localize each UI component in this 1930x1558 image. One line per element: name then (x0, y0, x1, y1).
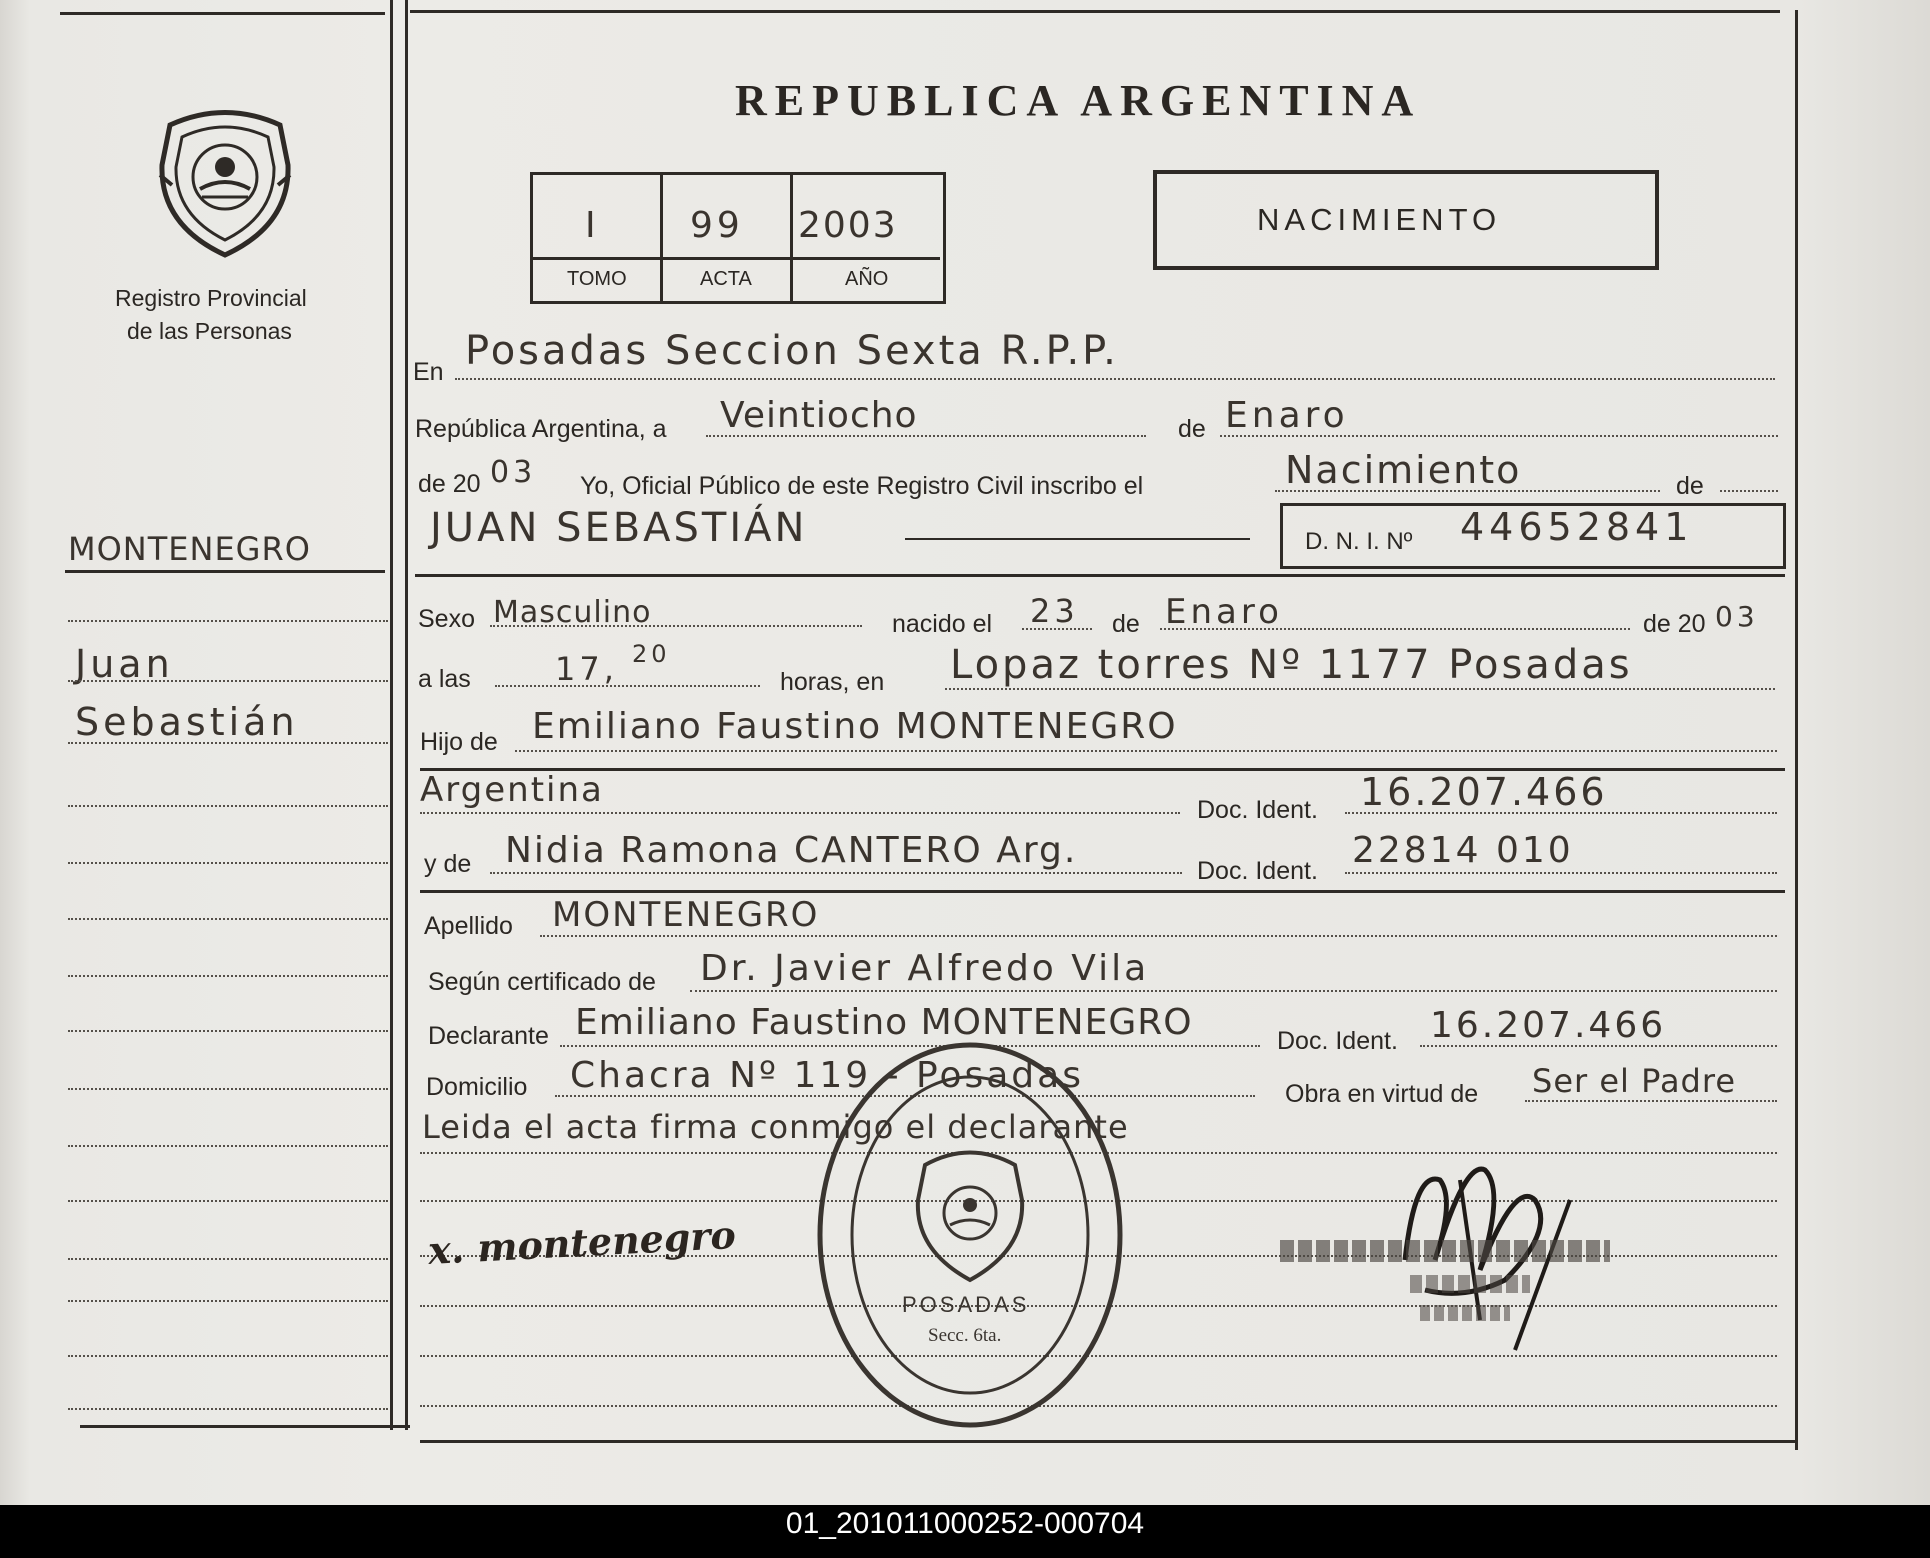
label-declarante: Declarante (428, 1022, 549, 1050)
right-border (1795, 10, 1798, 1450)
official-office-stamp (1420, 1305, 1510, 1321)
right-bottom-rule (420, 1440, 1795, 1443)
footer-code: 01_201011000252-000704 (785, 1507, 1145, 1540)
day-words-value: Veintiocho (720, 395, 918, 436)
label-obra-en-virtud: Obra en virtud de (1285, 1080, 1479, 1108)
tomo-value: I (585, 205, 600, 246)
label-segun-certificado: Según certificado de (428, 968, 656, 996)
label-republica: República Argentina, a (415, 415, 667, 443)
center-divider-outer (390, 0, 393, 1430)
birth-month-value: Enaro (1165, 592, 1283, 632)
remarks-value: Leida el acta firma conmigo el declarante (422, 1108, 1129, 1146)
declarant-doc-value: 16.207.466 (1430, 1005, 1667, 1046)
section-rule-1 (415, 574, 1785, 577)
father-doc-value: 16.207.466 (1360, 770, 1608, 814)
label-domicilio: Domicilio (426, 1073, 528, 1101)
center-divider-inner (405, 0, 408, 1430)
mother-value: Nidia Ramona CANTERO Arg. (505, 830, 1078, 871)
section-rule-3 (420, 890, 1785, 893)
label-de-20-b: de 20 (1643, 610, 1706, 638)
declarant-value: Emiliano Faustino MONTENEGRO (575, 1002, 1193, 1043)
label-y-de: y de (424, 850, 472, 878)
record-type: NACIMIENTO (1257, 202, 1502, 237)
ano-label: AÑO (845, 268, 889, 290)
margin-given-name-1: Juan (75, 642, 174, 686)
acta-label: ACTA (700, 268, 752, 290)
father-value: Emiliano Faustino MONTENEGRO (532, 706, 1178, 747)
label-de-20: de 20 (418, 470, 481, 498)
label-de: de (1178, 415, 1206, 443)
by-virtue-of-value: Ser el Padre (1532, 1062, 1736, 1100)
tomo-label: TOMO (567, 268, 627, 290)
birth-day-value: 23 (1030, 592, 1079, 630)
ano-value: 2003 (798, 205, 898, 246)
label-en: En (413, 358, 444, 386)
mother-doc-value: 22814 010 (1352, 830, 1574, 871)
label-horas-en: horas, en (780, 668, 885, 696)
declarant-signature: x. montenegro (427, 1211, 737, 1274)
margin-surname: MONTENEGRO (68, 530, 311, 568)
minutes-value: 20 (632, 640, 671, 668)
provincial-seal-icon (150, 105, 300, 260)
label-doc-ident-father: Doc. Ident. (1197, 796, 1318, 824)
sex-value: Masculino (493, 595, 652, 630)
label-hijo-de: Hijo de (420, 728, 498, 756)
official-title-stamp (1410, 1275, 1530, 1293)
official-name-stamp (1280, 1240, 1610, 1262)
label-sexo: Sexo (418, 605, 475, 633)
birth-year-suffix-value: 03 (1715, 600, 1759, 633)
father-nationality-value: Argentina (420, 770, 604, 810)
stamp-city: POSADAS (902, 1292, 1030, 1317)
birth-place-value: Lopaz torres Nº 1177 Posadas (950, 642, 1633, 688)
stamp-section: Secc. 6ta. (928, 1325, 1002, 1346)
hour-value: 17, (555, 650, 618, 688)
event-value: Nacimiento (1285, 448, 1522, 492)
year-suffix-value: 03 (490, 455, 537, 490)
dni-value: 44652841 (1460, 505, 1694, 549)
label-a-las: a las (418, 665, 471, 693)
left-top-rule (60, 12, 385, 15)
address-value: Chacra Nº 119 - Posadas (570, 1055, 1084, 1096)
month-value: Enaro (1225, 395, 1349, 436)
official-stamp-icon (810, 1035, 1130, 1435)
label-de-3: de (1676, 472, 1704, 500)
certifier-value: Dr. Javier Alfredo Vila (700, 948, 1150, 989)
registry-name-line1: Registro Provincial (115, 285, 307, 311)
left-surname-rule (65, 570, 385, 573)
left-bottom-rule (80, 1425, 410, 1428)
right-top-rule (410, 10, 1780, 13)
label-apellido: Apellido (424, 912, 513, 940)
label-nacido-el: nacido el (892, 610, 993, 638)
acta-value: 99 (690, 205, 744, 246)
child-name-value: JUAN SEBASTIÁN (430, 505, 808, 551)
margin-given-name-2: Sebastián (75, 700, 299, 744)
label-doc-ident-declarant: Doc. Ident. (1277, 1027, 1398, 1055)
registry-name-line2: de las Personas (127, 318, 292, 344)
label-doc-ident-mother: Doc. Ident. (1197, 857, 1318, 885)
label-de-5: de (1112, 610, 1140, 638)
country-title: REPUBLICA ARGENTINA (735, 76, 1422, 125)
label-dni: D. N. I. Nº (1305, 528, 1413, 555)
place-value: Posadas Seccion Sexta R.P.P. (465, 328, 1119, 374)
label-yo-oficial: Yo, Oficial Público de este Registro Civil inscribo el (580, 472, 1144, 500)
surname-value: MONTENEGRO (552, 895, 820, 935)
